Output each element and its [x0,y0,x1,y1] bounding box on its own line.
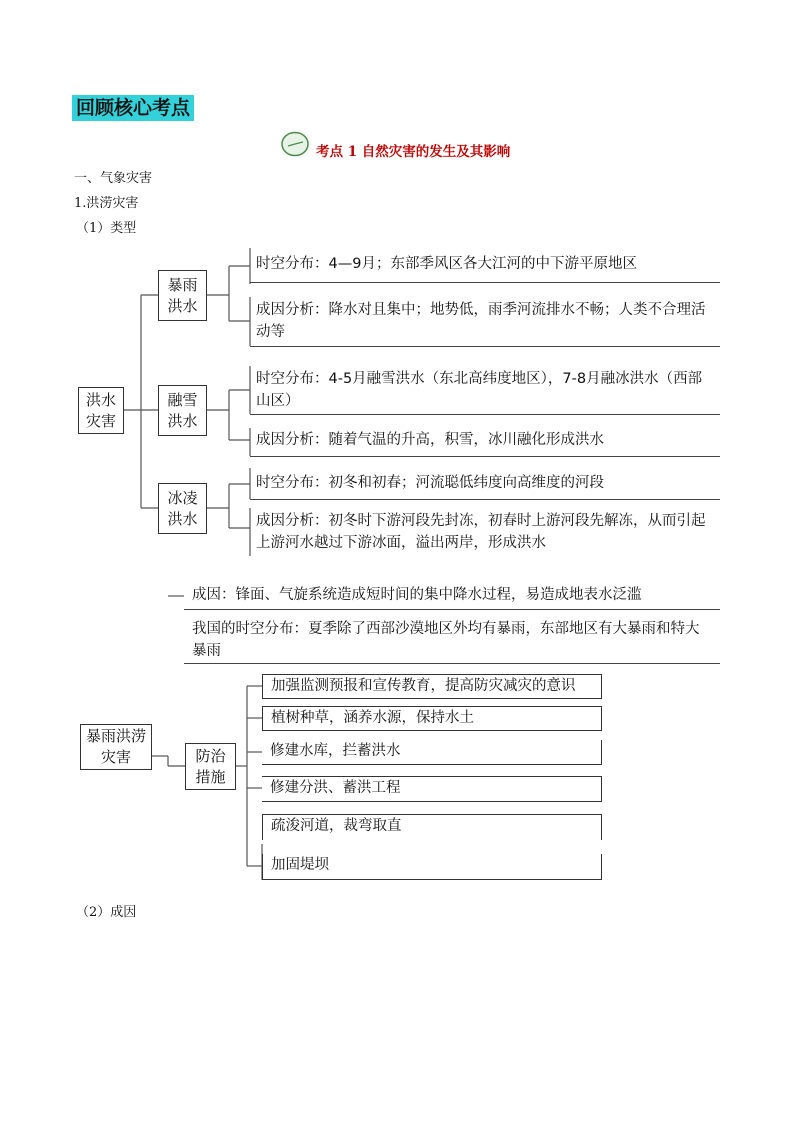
flood-distribution: 我国的时空分布：夏季除了西部沙漠地区外均有暴雨，东部地区有大暴雨和特大暴雨 [184,618,720,664]
snowmelt-distribution: 时空分布：4-5月融雪洪水（东北高纬度地区），7-8月融冰洪水（西部山区） [250,368,720,415]
type-ice-flood: 冰凌洪水 [158,483,207,534]
outline-section: 一、气象灾害 [74,171,153,186]
flood-disaster-root: 洪水灾害 [78,387,124,434]
outline-item-cause: （2）成因 [76,905,137,920]
flood-cause: 成因：锋面、气旋系统造成短时间的集中降水过程，易造成地表水泛滥 [184,584,720,610]
type-rainstorm-flood: 暴雨洪水 [158,270,207,321]
measure-item: 加强监测预报和宣传教育，提高防灾减灾的意识 [262,674,602,699]
outline-sub: 1.洪涝灾害 [74,196,139,211]
measure-item: 植树种草，涵养水源，保持水土 [262,706,602,731]
rainstorm-flood-root: 暴雨洪涝灾害 [80,724,152,770]
kaodian-title: 考点 1 自然灾害的发生及其影响 [316,144,511,160]
rainstorm-distribution: 时空分布：4—9月；东部季风区各大江河的中下游平原地区 [250,253,720,283]
measure-item: 修建分洪、蓄洪工程 [262,776,602,802]
type-snowmelt-flood: 融雪洪水 [158,385,207,436]
ice-cause: 成因分析：初冬时下游河段先封冻，初春时上游河段先解冻，从而引起上游河水越过下游冰面，溢出两岸，形成洪水 [256,513,706,551]
ice-distribution: 时空分布：初冬和初春；河流聪低纬度向高维度的河段 [250,472,720,500]
outline-item-type: （1）类型 [76,221,137,236]
measure-item: 疏浚河道，裁弯取直 [262,814,602,840]
section-title: 回顾核心考点 [72,95,194,121]
measure-item: 修建水库，拦蓄洪水 [262,740,602,765]
rainstorm-cause: 成因分析：降水对且集中；地势低，雨季河流排水不畅；人类不合理活动等 [250,299,720,347]
measures-label: 防治措施 [185,743,236,790]
measure-item: 加固堤坝 [262,854,602,880]
snowmelt-cause: 成因分析：随着气温的升高，积雪，冰川融化形成洪水 [250,429,720,457]
